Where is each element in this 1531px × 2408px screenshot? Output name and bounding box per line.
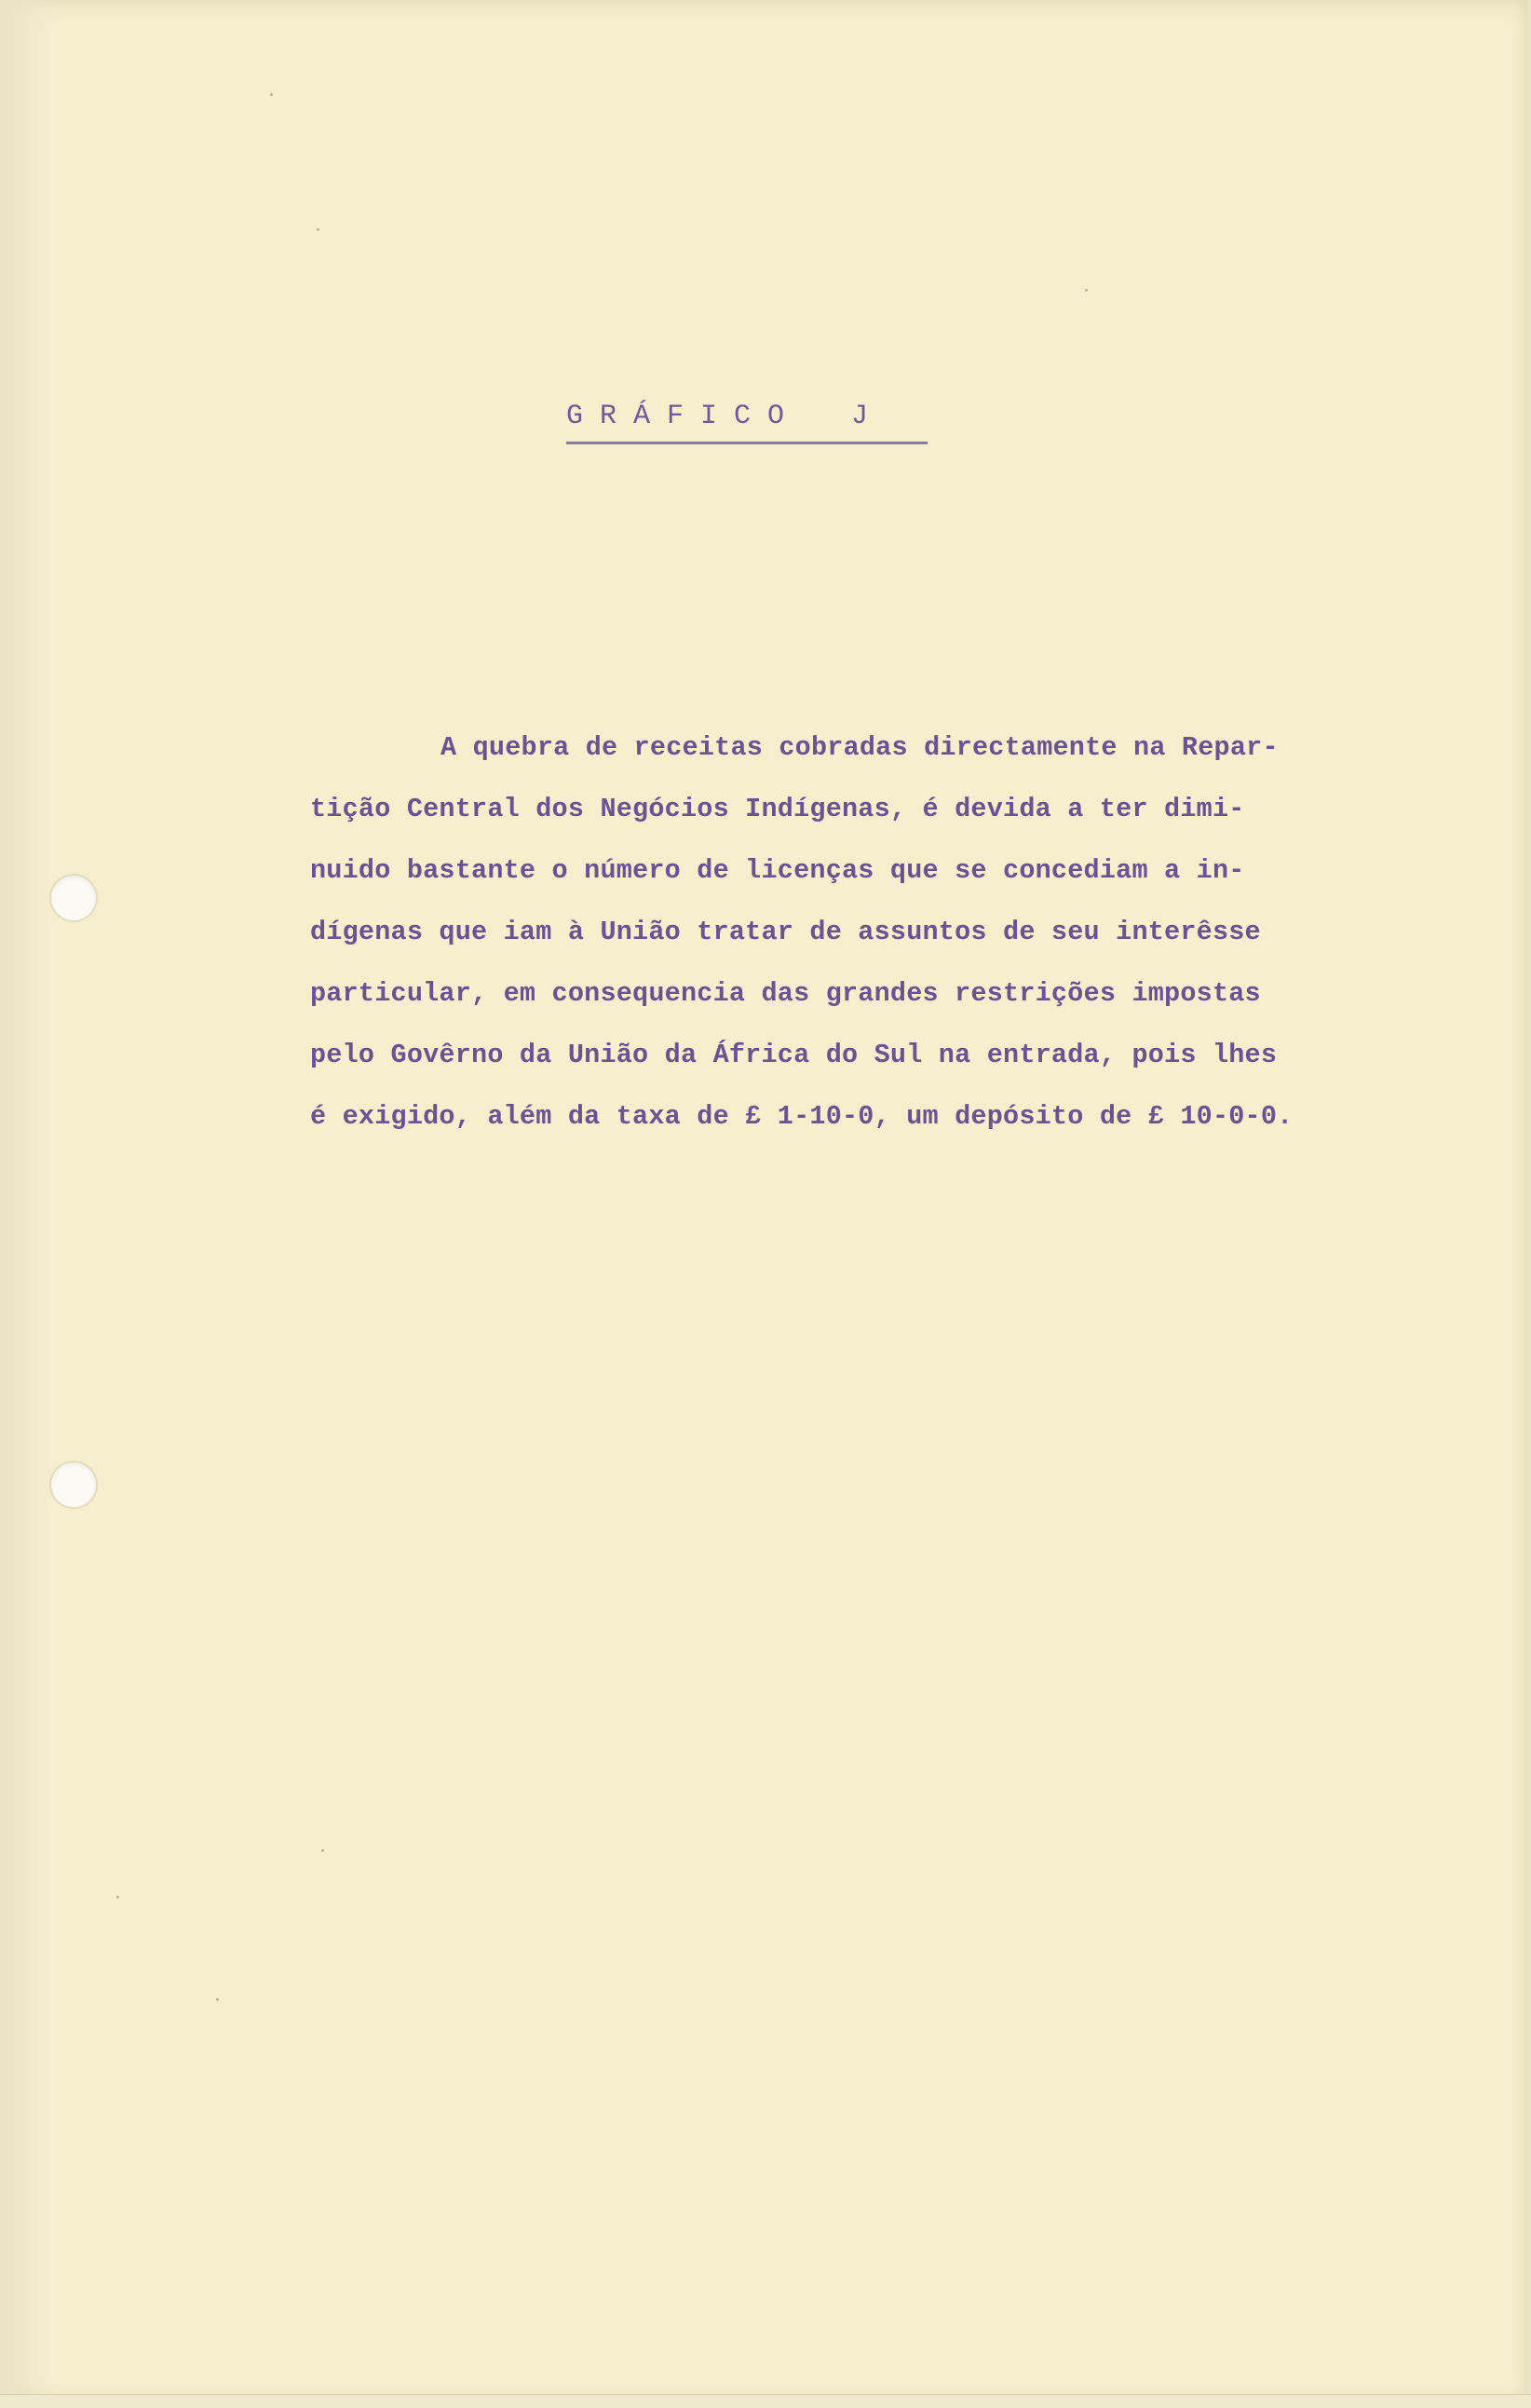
paragraph-line-1: A quebra de receitas cobradas directamente na Repar- bbox=[440, 732, 1279, 763]
paragraph-line-2: tição Central dos Negócios Indígenas, é devida a ter dimi- bbox=[310, 794, 1245, 824]
paper-edge bbox=[0, 0, 56, 2408]
paragraph-line-5: particular, em consequencia das grandes restrições impostas bbox=[310, 978, 1261, 1009]
paragraph-line-6: pelo Govêrno da União da África do Sul na entrada, pois lhes bbox=[310, 1040, 1278, 1070]
page-bottom-edge bbox=[0, 2394, 1531, 2408]
paper-speck bbox=[216, 1998, 219, 2001]
paragraph-line-7: é exigido, além da taxa de £ 1-10-0, um depósito de £ 10-0-0. bbox=[310, 1101, 1294, 1132]
paper-speck bbox=[321, 1849, 324, 1852]
page-title: G R Á F I C O J bbox=[566, 401, 869, 432]
paper-speck bbox=[317, 228, 319, 231]
paragraph-line-4: dígenas que iam à União tratar de assuntos de seu interêsse bbox=[310, 917, 1261, 947]
paper-speck bbox=[270, 93, 273, 96]
paper-speck bbox=[116, 1896, 119, 1898]
title-underline bbox=[566, 442, 928, 444]
punch-hole-top bbox=[51, 876, 96, 920]
paper-speck bbox=[1085, 289, 1088, 292]
punch-hole-bottom bbox=[51, 1462, 96, 1507]
paragraph-line-3: nuido bastante o número de licenças que se concediam a in- bbox=[310, 855, 1245, 886]
body-paragraph bbox=[310, 717, 1474, 1148]
